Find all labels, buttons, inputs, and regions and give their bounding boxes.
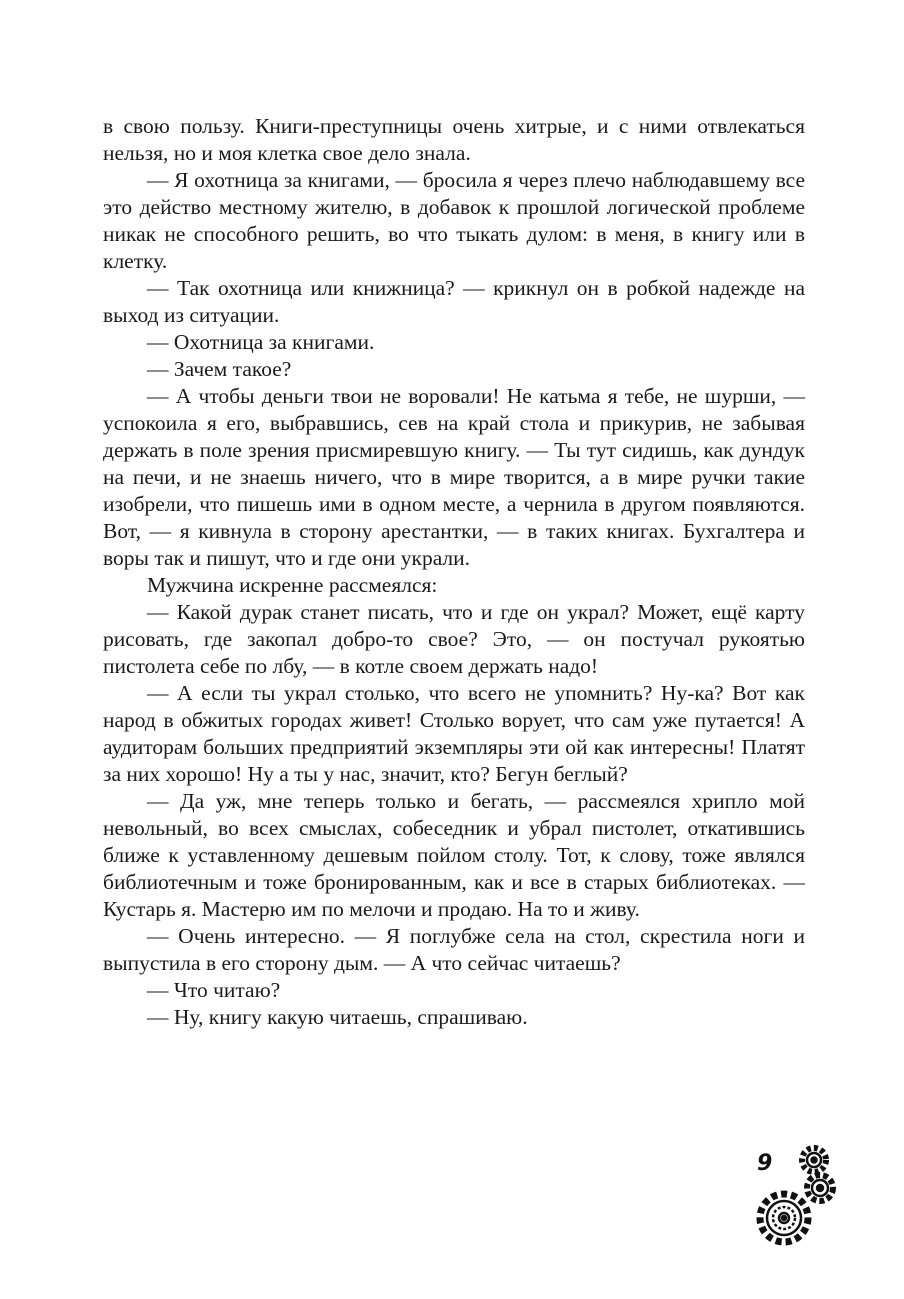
paragraph: — Зачем такое? [147,357,292,381]
paragraph: — Очень интересно. — Я поглубже села на стол, скрестила ноги и выпустила в его сторону дым. — А что сейчас читаешь? [103,924,805,975]
body-text [103,113,805,1031]
paragraph: — Я охотница за книгами, — бросила я через плечо наблюдавшему все это действо местному жителю, в добавок к прошлой логической проблеме никак не способного решить, во что тыкать дулом: в меня, в книгу или в клетку. [103,168,805,273]
page-number: 9 [757,1151,773,1176]
paragraph: — Что читаю? [147,978,281,1002]
paragraph: — Так охотница или книжница? — крикнул он в робкой надежде на выход из ситуации. [103,276,805,327]
paragraph: — А если ты украл столько, что всего не упомнить? Ну-ка? Вот как народ в обжитых городах живет! Столько ворует, что сам уже путается! А аудиторам больших предприятий экземпляры эти ой как интересны! Платят за них хорошо! Ну а ты у нас, значит, кто? Бегун беглый? [103,681,805,786]
paragraph: — Ну, книгу какую читаешь, спрашиваю. [147,1005,528,1029]
paragraph: — Да уж, мне теперь только и бегать, — рассмеялся хрипло мой невольный, во всех смыслах, собеседник и убрал пистолет, откатившись ближе к уставленному дешевым пойлом столу. Тот, к слову, тоже являлся библиотечным и тоже бронированным, как и все в старых библиотеках. — Кустарь я. Мастерю им по мелочи и продаю. На то и живу. [103,789,805,921]
paragraph: — Какой дурак станет писать, что и где он украл? Может, ещё карту рисовать, где закопал добро-то свое? Это, — он постучал рукоятью пистолета себе по лбу, — в котле своем держать надо! [103,600,805,678]
paragraph: — Охотница за книгами. [147,330,375,354]
paragraph: Мужчина искренне рассмеялся: [147,573,438,597]
gears-ornament-icon [752,1140,842,1250]
paragraph: в свою пользу. Книги-преступницы очень хитрые, и с ними отвлекаться нельзя, но и моя клетка свое дело знала. [103,114,805,165]
paragraph: — А чтобы деньги твои не воровали! Не катьма я тебе, не шурши, — успокоила я его, выбравшись, сев на край стола и прикурив, не забывая держать в поле зрения присмиревшую книгу. — Ты тут сидишь, как дундук на печи, и не знаешь ничего, что в мире творится, а в мире ручки такие изобрели, что пишешь ими в одном месте, а чернила в другом появляются. Вот, — я кивнула в сторону арестантки, — в таких книгах. Бухгалтера и воры так и пишут, что и где они украли. [103,384,805,570]
